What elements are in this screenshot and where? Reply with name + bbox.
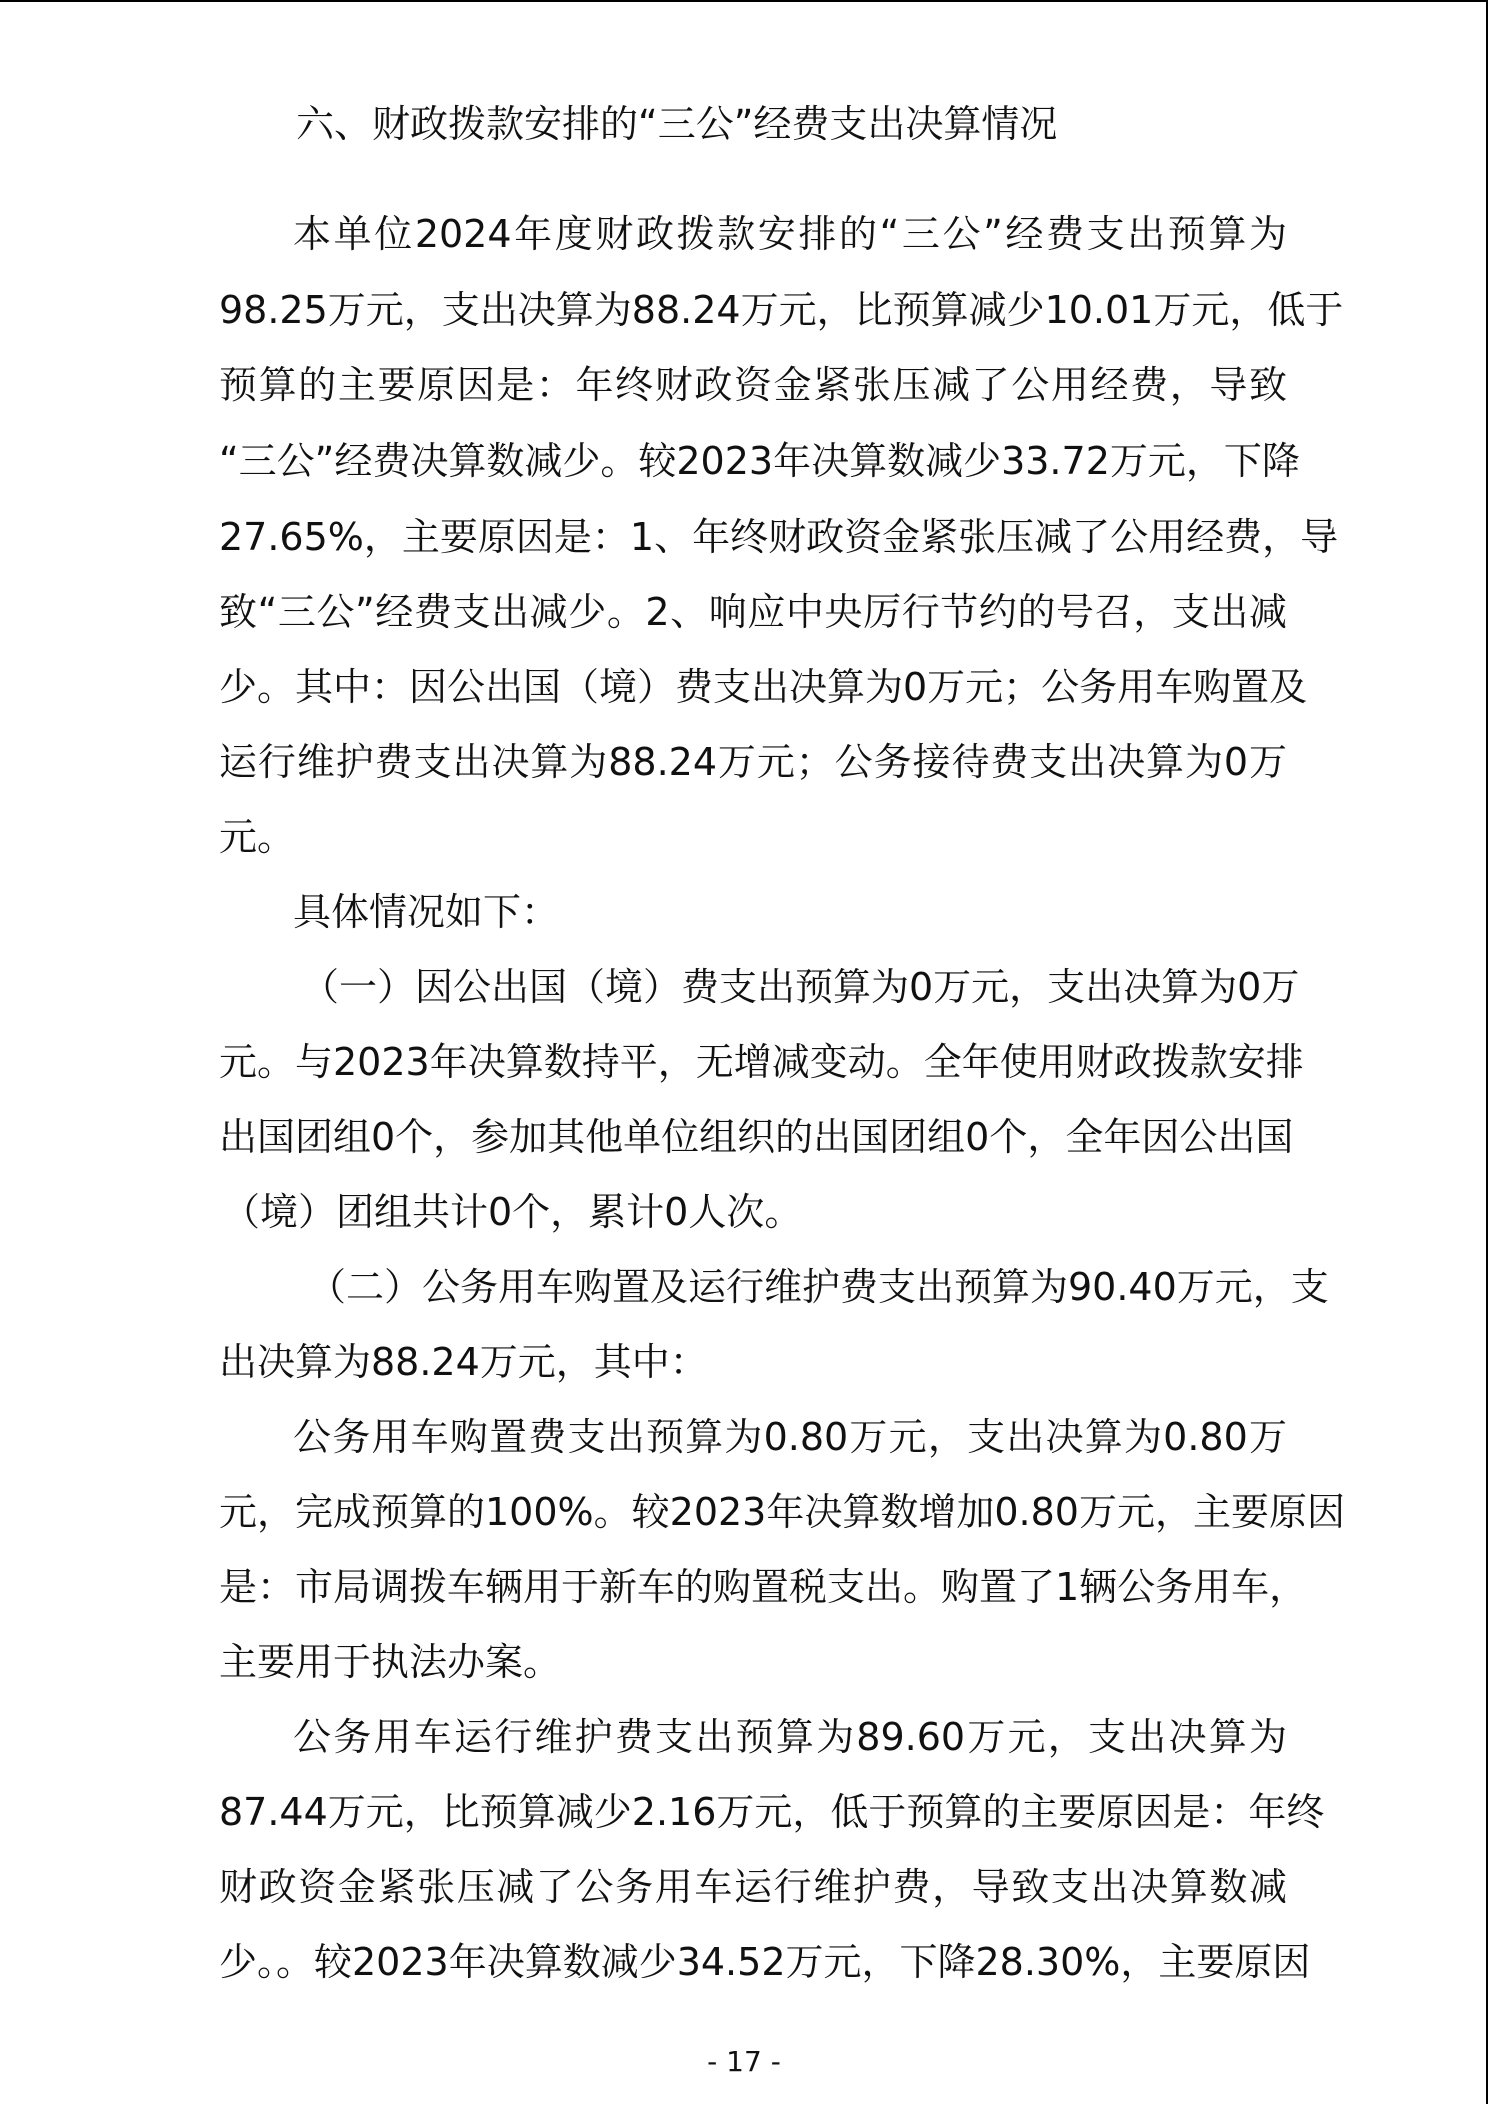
paragraph-line: 主要用于执法办案。 bbox=[219, 1640, 562, 1684]
paragraph-line: 元。与2023年决算数持平，无增减变动。全年使用财政拨款安排 bbox=[219, 1040, 1304, 1084]
paragraph-line: 元。 bbox=[219, 815, 296, 859]
paragraph-line: 87.44万元，比预算减少2.16万元，低于预算的主要原因是：年终 bbox=[219, 1790, 1325, 1834]
paragraph-line: 公务用车购置费支出预算为0.80万元，支出决算为0.80万 bbox=[293, 1415, 1287, 1459]
section-heading: 六、财政拨款安排的“三公”经费支出决算情况 bbox=[296, 102, 1058, 146]
paragraph-line: （二）公务用车购置及运行维护费支出预算为90.40万元，支 bbox=[308, 1265, 1329, 1309]
paragraph-line: 少。其中：因公出国（境）费支出决算为0万元；公务用车购置及 bbox=[219, 665, 1308, 709]
paragraph-line: 致“三公”经费支出减少。2、响应中央厉行节约的号召，支出减 bbox=[219, 590, 1287, 634]
paragraph-line: 预算的主要原因是：年终财政资金紧张压减了公用经费，导致 bbox=[219, 363, 1287, 407]
paragraph-line: （一）因公出国（境）费支出预算为0万元，支出决算为0万 bbox=[301, 965, 1300, 1009]
paragraph-line: 27.65%，主要原因是：1、年终财政资金紧张压减了公用经费，导 bbox=[219, 515, 1339, 559]
paragraph-line: 是：市局调拨车辆用于新车的购置税支出。购置了1辆公务用车， bbox=[219, 1565, 1308, 1609]
paragraph-line: 具体情况如下： bbox=[293, 890, 560, 934]
paragraph-line: 公务用车运行维护费支出预算为89.60万元，支出决算为 bbox=[293, 1715, 1287, 1759]
paragraph-line: 出决算为88.24万元，其中： bbox=[219, 1340, 708, 1384]
paragraph-line: 元，完成预算的100%。较2023年决算数增加0.80万元，主要原因 bbox=[219, 1490, 1345, 1534]
paragraph-line: （境）团组共计0个，累计0人次。 bbox=[222, 1190, 803, 1234]
paragraph-line: 本单位2024年度财政拨款安排的“三公”经费支出预算为 bbox=[293, 212, 1287, 256]
page-number: - 17 - bbox=[707, 2045, 781, 2078]
paragraph-line: 财政资金紧张压减了公务用车运行维护费，导致支出决算数减 bbox=[219, 1865, 1287, 1909]
paragraph-line: 少。。较2023年决算数减少34.52万元，下降28.30%，主要原因 bbox=[219, 1940, 1311, 1984]
paragraph-line: 98.25万元，支出决算为88.24万元，比预算减少10.01万元，低于 bbox=[219, 288, 1344, 332]
paragraph-line: “三公”经费决算数减少。较2023年决算数减少33.72万元，下降 bbox=[219, 439, 1300, 483]
paragraph-line: 运行维护费支出决算为88.24万元；公务接待费支出决算为0万 bbox=[219, 740, 1287, 784]
paragraph-line: 出国团组0个，参加其他单位组织的出国团组0个，全年因公出国 bbox=[219, 1115, 1294, 1159]
